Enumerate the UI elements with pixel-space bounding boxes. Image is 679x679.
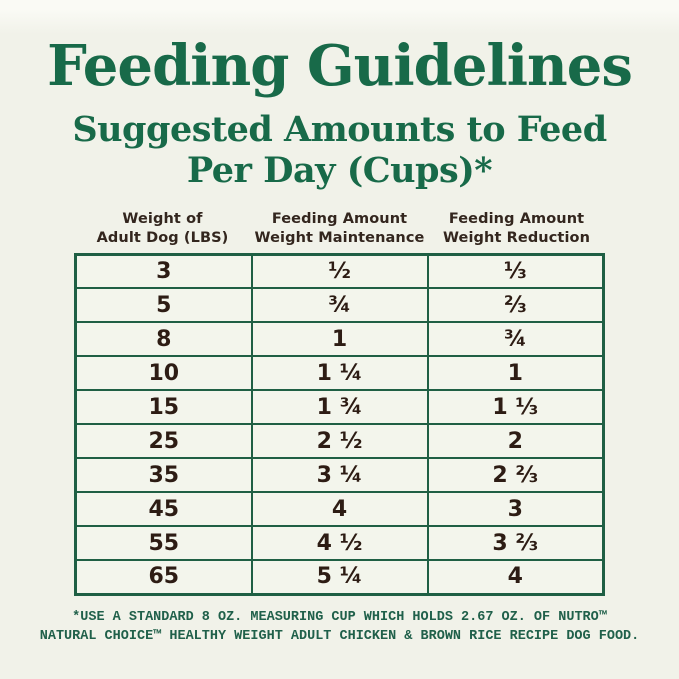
column-header-weight-line-1: Weight of	[122, 211, 203, 228]
weight-cell: 10	[76, 356, 252, 390]
maintenance-cell: 1	[252, 322, 428, 356]
maintenance-cell: 4 ½	[252, 526, 428, 560]
column-header-weight-line-2: Adult Dog (LBS)	[96, 230, 229, 247]
reduction-cell: 2 ⅔	[428, 458, 604, 492]
column-header-reduction	[428, 210, 605, 248]
page-subtitle	[0, 110, 679, 192]
column-header-maintenance-line-2: Weight Maintenance	[254, 230, 425, 247]
reduction-cell: 1 ⅓	[428, 390, 604, 424]
maintenance-cell: 1 ¾	[252, 390, 428, 424]
table-row	[76, 560, 604, 594]
maintenance-cell: 5 ¼	[252, 560, 428, 594]
reduction-cell: ⅓	[428, 254, 604, 288]
feeding-table	[74, 253, 605, 596]
reduction-cell: ⅔	[428, 288, 604, 322]
reduction-cell: 3	[428, 492, 604, 526]
maintenance-cell: 4	[252, 492, 428, 526]
table-row	[76, 492, 604, 526]
page-title: Feeding Guidelines	[47, 33, 632, 99]
reduction-cell: ¾	[428, 322, 604, 356]
reduction-cell: 3 ⅔	[428, 526, 604, 560]
reduction-cell: 2	[428, 424, 604, 458]
column-header-maintenance-line-1: Feeding Amount	[271, 211, 408, 228]
reduction-cell: 4	[428, 560, 604, 594]
table-row	[76, 424, 604, 458]
weight-cell: 8	[76, 322, 252, 356]
weight-cell: 55	[76, 526, 252, 560]
maintenance-cell: 3 ¼	[252, 458, 428, 492]
table-column-headers	[74, 210, 605, 248]
table-row	[76, 526, 604, 560]
maintenance-cell: 1 ¼	[252, 356, 428, 390]
weight-cell: 35	[76, 458, 252, 492]
column-header-reduction-line-2: Weight Reduction	[442, 230, 591, 247]
column-header-reduction-line-1: Feeding Amount	[448, 211, 585, 228]
weight-cell: 15	[76, 390, 252, 424]
weight-cell: 5	[76, 288, 252, 322]
table-row	[76, 288, 604, 322]
subtitle-line-1: Suggested Amounts to Feed	[72, 109, 607, 151]
weight-cell: 45	[76, 492, 252, 526]
column-header-weight	[74, 210, 251, 248]
footnote-line-1: *USE A STANDARD 8 OZ. MEASURING CUP WHICH HOLDS 2.67 OZ. OF NUTRO™	[72, 609, 607, 625]
reduction-cell: 1	[428, 356, 604, 390]
measuring-cup-footnote	[0, 608, 679, 647]
maintenance-cell: ½	[252, 254, 428, 288]
column-header-maintenance	[251, 210, 428, 248]
weight-cell: 25	[76, 424, 252, 458]
feeding-table-body	[76, 254, 604, 594]
weight-cell: 65	[76, 560, 252, 594]
table-row	[76, 356, 604, 390]
table-row	[76, 322, 604, 356]
table-row	[76, 458, 604, 492]
table-row	[76, 390, 604, 424]
weight-cell: 3	[76, 254, 252, 288]
maintenance-cell: 2 ½	[252, 424, 428, 458]
subtitle-line-2: Per Day (Cups)*	[186, 150, 493, 192]
footnote-line-2: NATURAL CHOICE™ HEALTHY WEIGHT ADULT CHICKEN & BROWN RICE RECIPE DOG FOOD.	[39, 629, 640, 645]
maintenance-cell: ¾	[252, 288, 428, 322]
table-row	[76, 254, 604, 288]
